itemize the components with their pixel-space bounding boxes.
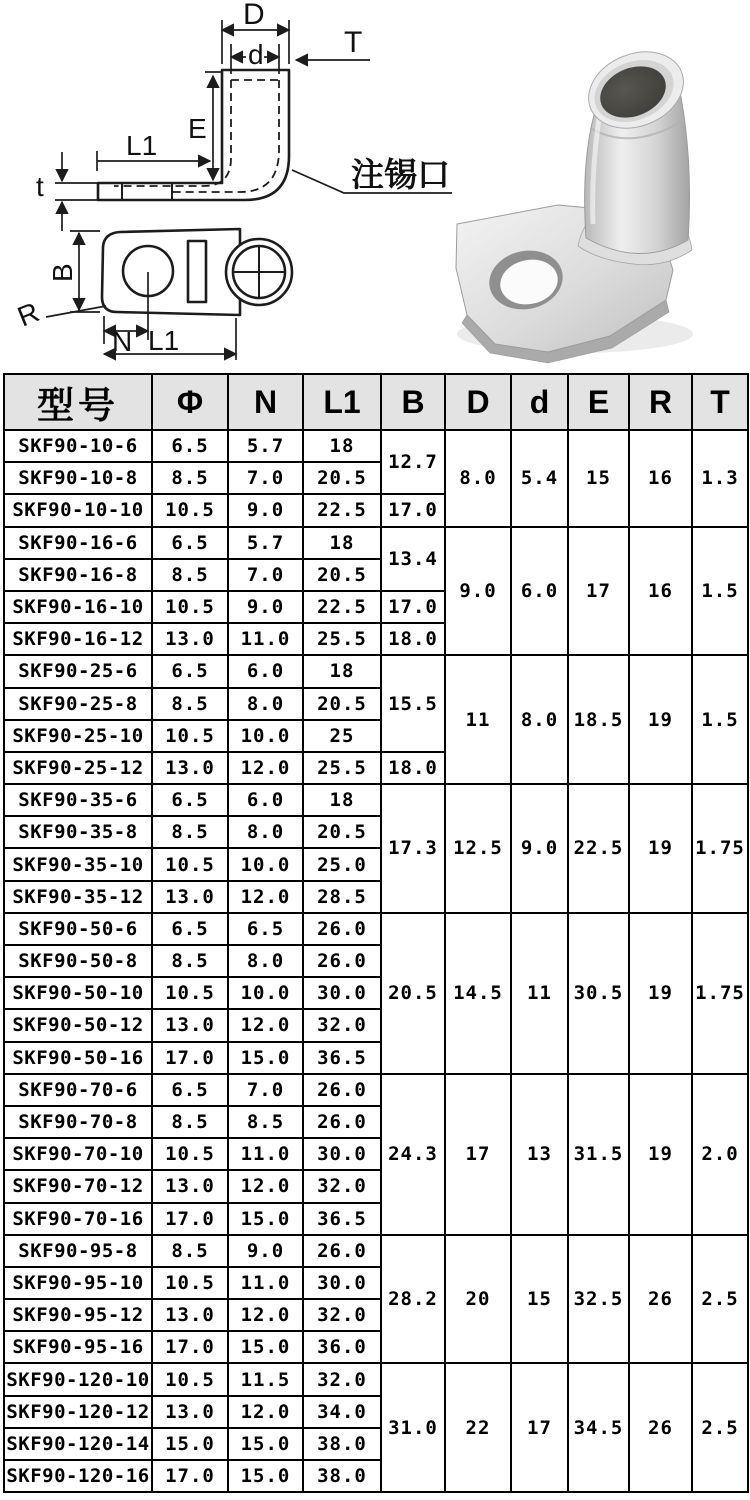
table-row [4,1235,748,1267]
value-cell: 9.0 [445,527,511,656]
table-row [4,1074,748,1106]
value-cell: 17 [568,527,629,656]
value-cell: 13.0 [152,1009,228,1041]
value-cell: 12.7 [381,430,445,494]
table-row [4,430,748,462]
value-cell: 18 [303,527,381,559]
value-cell: 6.5 [152,1074,228,1106]
dim-label-L1-bottom: L1 [148,325,180,356]
value-cell: 10.5 [152,494,228,526]
model-cell: SKF90-16-6 [4,527,152,559]
value-cell: 17.0 [152,1203,228,1235]
value-cell: 10.5 [152,1267,228,1299]
value-cell: 1.5 [692,527,748,656]
value-cell: 6.5 [152,784,228,816]
value-cell: 10.5 [152,1138,228,1170]
value-cell: 6.5 [152,527,228,559]
value-cell: 20.5 [303,462,381,494]
value-cell: 16 [629,430,692,527]
value-cell: 30.0 [303,977,381,1009]
value-cell: 12.0 [228,1009,303,1041]
spec-table-body [4,430,748,1492]
value-cell: 17.0 [152,1042,228,1074]
model-cell: SKF90-16-12 [4,623,152,655]
model-cell: SKF90-35-6 [4,784,152,816]
dim-label-t: t [36,171,44,202]
value-cell: 10.5 [152,848,228,880]
value-cell: 38.0 [303,1428,381,1460]
value-cell: 8.0 [228,688,303,720]
value-cell: 19 [629,655,692,784]
value-cell: 6.5 [152,655,228,687]
value-cell: 18.5 [568,655,629,784]
value-cell: 24.3 [381,1074,445,1235]
dim-label-L1-side: L1 [126,130,158,161]
model-cell: SKF90-95-10 [4,1267,152,1299]
value-cell: 5.7 [228,430,303,462]
value-cell: 19 [629,784,692,913]
value-cell: 1.5 [692,655,748,784]
header-row [4,374,748,430]
value-cell: 22.5 [303,591,381,623]
col-header-B: B [381,374,445,430]
value-cell: 26.0 [303,1235,381,1267]
value-cell: 34.5 [568,1363,629,1492]
value-cell: 13.0 [152,752,228,784]
value-cell: 5.4 [511,430,568,527]
value-cell: 30.0 [303,1138,381,1170]
table-row [4,1363,748,1395]
value-cell: 10.5 [152,1363,228,1395]
value-cell: 38.0 [303,1460,381,1492]
value-cell: 15.0 [228,1460,303,1492]
value-cell: 6.5 [228,913,303,945]
value-cell: 9.0 [511,784,568,913]
model-cell: SKF90-70-16 [4,1203,152,1235]
value-cell: 11 [445,655,511,784]
value-cell: 15 [511,1235,568,1364]
col-header-T: T [692,374,748,430]
value-cell: 13.0 [152,623,228,655]
value-cell: 13.0 [152,1170,228,1202]
value-cell: 2.0 [692,1074,748,1235]
value-cell: 30.0 [303,1267,381,1299]
value-cell: 15 [568,430,629,527]
value-cell: 19 [629,1074,692,1235]
model-cell: SKF90-35-12 [4,881,152,913]
value-cell: 10.5 [152,591,228,623]
value-cell: 8.0 [228,945,303,977]
col-header-phi: Φ [152,374,228,430]
value-cell: 8.5 [152,462,228,494]
value-cell: 6.0 [511,527,568,656]
model-cell: SKF90-120-12 [4,1396,152,1428]
dim-label-D: D [243,0,265,31]
solder-port-label: 注锡口 [351,156,450,193]
dim-label-T: T [344,26,363,59]
value-cell: 7.0 [228,462,303,494]
value-cell: 26.0 [303,945,381,977]
value-cell: 15.0 [228,1428,303,1460]
value-cell: 32.0 [303,1299,381,1331]
value-cell: 8.0 [445,430,511,527]
value-cell: 12.0 [228,1396,303,1428]
value-cell: 8.5 [152,816,228,848]
value-cell: 15.5 [381,655,445,752]
col-header-D: D [445,374,511,430]
col-header-d: d [511,374,568,430]
table-row [4,913,748,945]
value-cell: 6.0 [228,784,303,816]
model-cell: SKF90-50-10 [4,977,152,1009]
table-row [4,784,748,816]
value-cell: 11.0 [228,1138,303,1170]
value-cell: 18 [303,784,381,816]
value-cell: 31.5 [568,1074,629,1235]
value-cell: 6.5 [152,913,228,945]
value-cell: 18.0 [381,623,445,655]
value-cell: 11.5 [228,1363,303,1395]
model-cell: SKF90-120-16 [4,1460,152,1492]
value-cell: 18.0 [381,752,445,784]
value-cell: 11.0 [228,1267,303,1299]
model-cell: SKF90-95-8 [4,1235,152,1267]
value-cell: 22.5 [303,494,381,526]
value-cell: 10.0 [228,720,303,752]
value-cell: 12.5 [445,784,511,913]
value-cell: 32.0 [303,1170,381,1202]
value-cell: 8.5 [152,688,228,720]
dim-label-E: E [188,113,207,144]
value-cell: 10.5 [152,720,228,752]
value-cell: 9.0 [228,591,303,623]
value-cell: 17 [445,1074,511,1235]
value-cell: 15.0 [228,1203,303,1235]
value-cell: 10.0 [228,977,303,1009]
model-cell: SKF90-120-14 [4,1428,152,1460]
value-cell: 25 [303,720,381,752]
model-cell: SKF90-25-10 [4,720,152,752]
value-cell: 15.0 [228,1042,303,1074]
value-cell: 16 [629,527,692,656]
dim-label-N: N [112,326,133,357]
value-cell: 18 [303,655,381,687]
spec-table [3,373,749,1493]
col-header-R: R [629,374,692,430]
model-cell: SKF90-50-16 [4,1042,152,1074]
value-cell: 8.5 [152,559,228,591]
model-cell: SKF90-50-12 [4,1009,152,1041]
model-cell: SKF90-50-8 [4,945,152,977]
model-cell: SKF90-35-10 [4,848,152,880]
value-cell: 25.0 [303,848,381,880]
value-cell: 20.5 [381,913,445,1074]
value-cell: 36.5 [303,1042,381,1074]
col-header-E: E [568,374,629,430]
model-cell: SKF90-16-10 [4,591,152,623]
model-cell: SKF90-10-8 [4,462,152,494]
model-cell: SKF90-25-8 [4,688,152,720]
value-cell: 14.5 [445,913,511,1074]
model-cell: SKF90-95-16 [4,1331,152,1363]
value-cell: 17.0 [381,494,445,526]
model-cell: SKF90-70-12 [4,1170,152,1202]
value-cell: 20 [445,1235,511,1364]
value-cell: 9.0 [228,494,303,526]
value-cell: 34.0 [303,1396,381,1428]
value-cell: 19 [629,913,692,1074]
value-cell: 25.5 [303,752,381,784]
model-cell: SKF90-25-12 [4,752,152,784]
value-cell: 17.0 [152,1460,228,1492]
value-cell: 2.5 [692,1363,748,1492]
model-cell: SKF90-50-6 [4,913,152,945]
value-cell: 12.0 [228,881,303,913]
value-cell: 32.0 [303,1009,381,1041]
value-cell: 20.5 [303,559,381,591]
model-cell: SKF90-120-10 [4,1363,152,1395]
model-cell: SKF90-16-8 [4,559,152,591]
value-cell: 30.5 [568,913,629,1074]
value-cell: 13 [511,1074,568,1235]
value-cell: 11 [511,913,568,1074]
model-cell: SKF90-25-6 [4,655,152,687]
value-cell: 20.5 [303,688,381,720]
value-cell: 11.0 [228,623,303,655]
value-cell: 26 [629,1363,692,1492]
value-cell: 36.0 [303,1331,381,1363]
value-cell: 8.5 [228,1106,303,1138]
value-cell: 8.0 [511,655,568,784]
figures-section [0,0,750,372]
value-cell: 15.0 [228,1331,303,1363]
dim-label-R: R [13,296,44,333]
value-cell: 6.5 [152,430,228,462]
value-cell: 17 [511,1363,568,1492]
value-cell: 31.0 [381,1363,445,1492]
value-cell: 1.3 [692,430,748,527]
model-cell: SKF90-70-8 [4,1106,152,1138]
value-cell: 8.5 [152,945,228,977]
dimension-diagram [0,0,460,372]
value-cell: 10.0 [228,848,303,880]
value-cell: 13.0 [152,1299,228,1331]
product-photo [440,0,750,368]
value-cell: 22.5 [568,784,629,913]
value-cell: 17.3 [381,784,445,913]
model-cell: SKF90-10-10 [4,494,152,526]
value-cell: 7.0 [228,559,303,591]
value-cell: 25.5 [303,623,381,655]
dim-label-d: d [248,39,264,70]
value-cell: 32.5 [568,1235,629,1364]
value-cell: 26.0 [303,1106,381,1138]
value-cell: 26.0 [303,1074,381,1106]
value-cell: 17.0 [152,1331,228,1363]
value-cell: 9.0 [228,1235,303,1267]
model-cell: SKF90-35-8 [4,816,152,848]
value-cell: 15.0 [152,1428,228,1460]
value-cell: 26.0 [303,913,381,945]
value-cell: 7.0 [228,1074,303,1106]
table-row [4,527,748,559]
value-cell: 12.0 [228,752,303,784]
value-cell: 20.5 [303,816,381,848]
dim-label-B: B [47,263,78,282]
value-cell: 28.2 [381,1235,445,1364]
value-cell: 1.75 [692,784,748,913]
value-cell: 10.5 [152,977,228,1009]
model-cell: SKF90-95-12 [4,1299,152,1331]
table-row [4,655,748,687]
col-header-L1: L1 [303,374,381,430]
value-cell: 12.0 [228,1170,303,1202]
value-cell: 8.5 [152,1235,228,1267]
value-cell: 5.7 [228,527,303,559]
value-cell: 22 [445,1363,511,1492]
value-cell: 6.0 [228,655,303,687]
value-cell: 2.5 [692,1235,748,1364]
value-cell: 12.0 [228,1299,303,1331]
value-cell: 1.75 [692,913,748,1074]
value-cell: 17.0 [381,591,445,623]
value-cell: 32.0 [303,1363,381,1395]
model-cell: SKF90-70-6 [4,1074,152,1106]
model-cell: SKF90-10-6 [4,430,152,462]
value-cell: 13.0 [152,1396,228,1428]
value-cell: 18 [303,430,381,462]
col-header-model: 型号 [4,374,152,430]
value-cell: 28.5 [303,881,381,913]
value-cell: 8.0 [228,816,303,848]
value-cell: 13.4 [381,527,445,591]
value-cell: 13.0 [152,881,228,913]
value-cell: 36.5 [303,1203,381,1235]
value-cell: 26 [629,1235,692,1364]
col-header-N: N [228,374,303,430]
value-cell: 8.5 [152,1106,228,1138]
model-cell: SKF90-70-10 [4,1138,152,1170]
